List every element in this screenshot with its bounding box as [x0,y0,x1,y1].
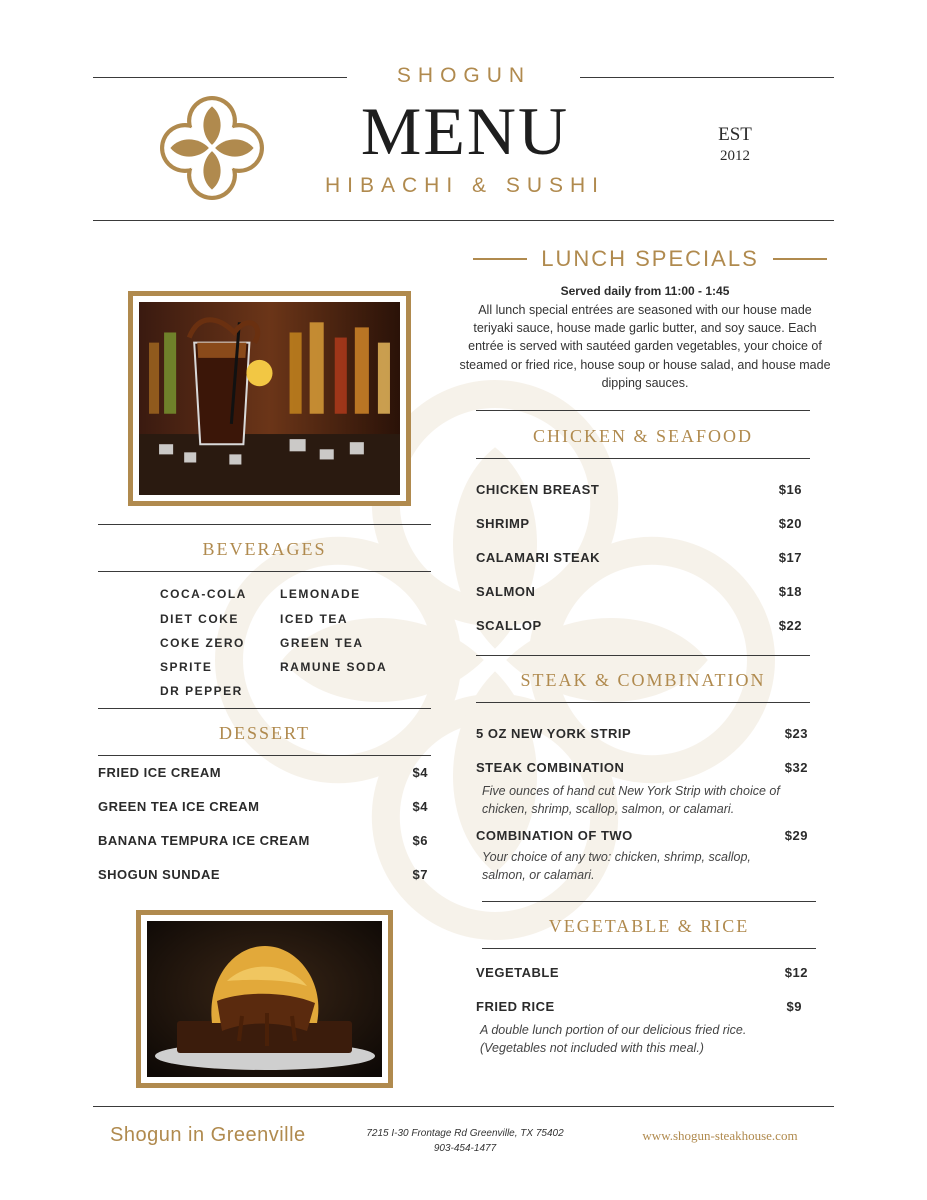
item-name: SHRIMP [476,516,530,531]
item-price: $4 [412,799,428,814]
beverages-title: BEVERAGES [202,539,327,559]
menu-item [476,726,808,741]
steak-rule-bottom [476,702,810,703]
menu-item [476,516,802,531]
menu-item [476,828,808,843]
chicken-rule-top [476,410,810,411]
item-price: $12 [784,965,808,980]
menu-item [476,618,802,633]
item-price: $22 [778,618,802,633]
item-name: SALMON [476,584,536,599]
menu-item [476,965,808,980]
header-rule-left [93,77,347,78]
menu-item [476,550,802,565]
menu-item [476,760,808,775]
page-subtitle: HIBACHI & SUSHI [324,174,606,197]
beverage-photo [128,291,411,506]
lunch-rule-left [473,258,527,260]
beverage-item: SPRITE [160,660,213,674]
item-price: $32 [784,760,808,775]
item-name: CHICKEN BREAST [476,482,600,497]
logo-emblem-icon [160,96,264,200]
established-badge [705,124,765,165]
item-name: GREEN TEA ICE CREAM [98,799,260,814]
dessert-rule-top [98,708,431,709]
vegetable-rice-title: VEGETABLE & RICE [548,916,750,936]
chicken-seafood-title: CHICKEN & SEAFOOD [532,426,753,446]
footer-contact [340,1126,590,1156]
item-name: COMBINATION OF TWO [476,828,633,843]
dessert-photo [136,910,393,1088]
item-name: SHOGUN SUNDAE [98,867,221,882]
item-price: $18 [778,584,802,599]
dessert-title: DESSERT [219,723,310,743]
item-name: FRIED ICE CREAM [98,765,222,780]
cola-glass-image [139,302,400,495]
beverage-item: GREEN TEA [280,636,364,650]
beverages-rule-top [98,524,431,525]
item-name: STEAK COMBINATION [476,760,625,775]
served-hours: Served daily from 11:00 - 1:45 [560,284,730,298]
item-price: $16 [778,482,802,497]
chicken-rule-bottom [476,458,810,459]
item-description: A double lunch portion of our delicious fried rice. (Vegetables not included with this meal.) [480,1023,747,1055]
veg-rule-bottom [482,948,816,949]
footer-restaurant-name: Shogun in Greenville [110,1124,306,1146]
item-name: SCALLOP [476,618,542,633]
dessert-item [98,799,428,814]
menu-item [476,584,802,599]
item-price: $7 [412,867,428,882]
lunch-description: All lunch special entrées are seasoned with our house made teriyaki sauce, house made garlic butter, and soy sauce. Each entrée is served with sautéed garden vegetables, your choice of steamed or fried rice, house soup or house salad, and house made dipping sauces. [459,303,831,390]
item-description: Your choice of any two: chicken, shrimp, scallop, salmon, or calamari. [482,850,751,882]
footer-website: www.shogun-steakhouse.com [642,1128,798,1143]
lunch-rule-right [773,258,827,260]
beverage-item: DIET COKE [160,612,239,626]
item-name: CALAMARI STEAK [476,550,600,565]
dessert-item [98,833,428,848]
veg-rule-top [482,901,816,902]
lunch-specials-header [470,246,830,272]
item-price: $29 [784,828,808,843]
footer-phone: 903-454-1477 [433,1143,497,1154]
header-rule-right [580,77,834,78]
item-price: $9 [786,999,802,1014]
item-name: VEGETABLE [476,965,559,980]
beverage-item: RAMUNE SODA [280,660,388,674]
beverage-item: DR PEPPER [160,684,243,698]
menu-item [476,999,802,1014]
item-name: FRIED RICE [476,999,555,1014]
dessert-rule-bottom [98,755,431,756]
footer-address: 7215 I-30 Frontage Rd Greenville, TX 75402 [366,1128,564,1139]
item-price: $6 [412,833,428,848]
menu-item [476,482,802,497]
steak-combination-title: STEAK & COMBINATION [520,670,766,690]
beverage-item: COCA-COLA [160,587,247,601]
brand-name: SHOGUN [396,64,532,87]
item-price: $17 [778,550,802,565]
beverages-rule-bottom [98,571,431,572]
item-price: $20 [778,516,802,531]
dessert-item [98,765,428,780]
item-description: Five ounces of hand cut New York Strip with choice of chicken, shrimp, scallop, salmon, or calamari. [482,784,780,816]
steak-rule-top [476,655,810,656]
item-name: BANANA TEMPURA ICE CREAM [98,833,310,848]
beverage-item: COKE ZERO [160,636,245,650]
est-year: 2012 [720,147,750,164]
item-price: $23 [784,726,808,741]
lunch-specials-title: LUNCH SPECIALS [541,246,759,271]
dessert-image [147,921,382,1077]
item-price: $4 [412,765,428,780]
est-label: EST [718,124,752,145]
item-name: 5 OZ NEW YORK STRIP [476,726,632,741]
dessert-item [98,867,428,882]
page-title: MENU [360,93,570,169]
beverage-item: ICED TEA [280,612,349,626]
header-rule-bottom [93,220,834,221]
beverage-item: LEMONADE [280,587,361,601]
footer-rule [93,1106,834,1107]
